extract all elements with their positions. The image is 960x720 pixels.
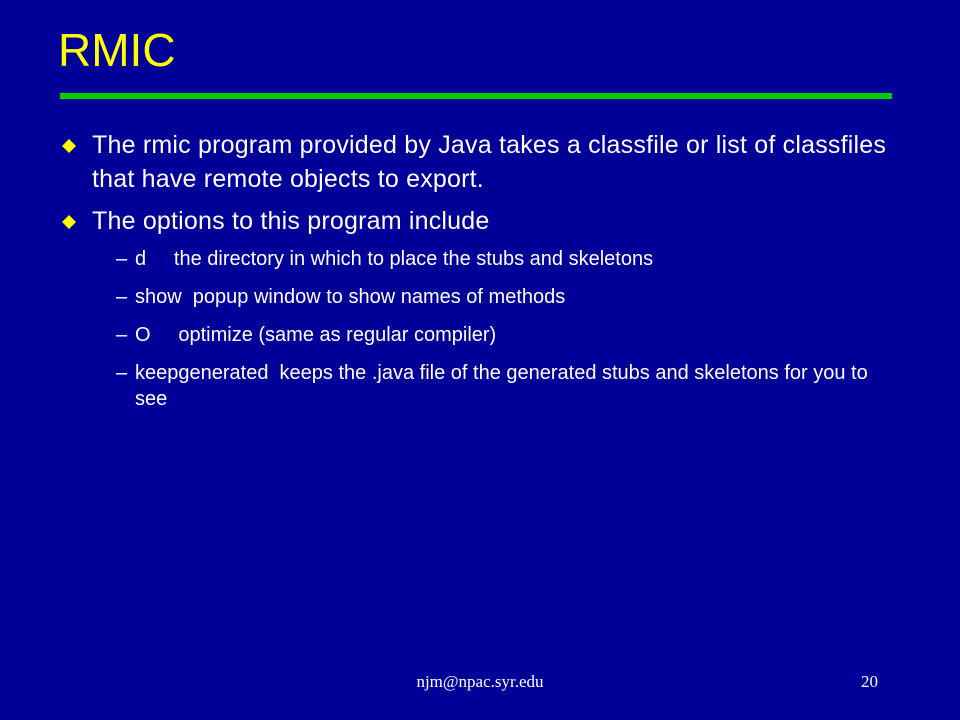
sub-item-1 [60, 246, 890, 272]
sub-item-text-4: keepgenerated keeps the .java file of the generated stubs and skeletons for you to see [135, 362, 874, 410]
dash-marker: – [116, 248, 128, 270]
slide-content [60, 128, 890, 424]
page-number: 20 [861, 672, 878, 691]
title-divider [60, 93, 892, 99]
sub-item-4 [60, 360, 890, 412]
sub-item-text-2: show popup window to show names of methods [135, 286, 566, 308]
bullet-text-1: The rmic program provided by Java takes a classfile or list of classfiles that have remote objects to export. [92, 131, 887, 193]
dash-marker: – [116, 324, 128, 346]
sub-item-2 [60, 284, 890, 310]
diamond-bullet-icon [62, 139, 76, 153]
sub-item-text-1: d the directory in which to place the stubs and skeletons [135, 248, 654, 270]
diamond-bullet-icon [62, 215, 76, 229]
slide-title: RMIC [58, 24, 176, 76]
bullet-text-2: The options to this program include [92, 207, 490, 235]
sub-item-3 [60, 322, 890, 348]
sub-item-text-3: O optimize (same as regular compiler) [135, 324, 497, 346]
footer-email: njm@npac.syr.edu [416, 672, 544, 691]
dash-marker: – [116, 286, 128, 308]
dash-marker: – [116, 362, 128, 384]
bullet-item-2 [60, 204, 890, 238]
bullet-item-1 [60, 128, 890, 196]
